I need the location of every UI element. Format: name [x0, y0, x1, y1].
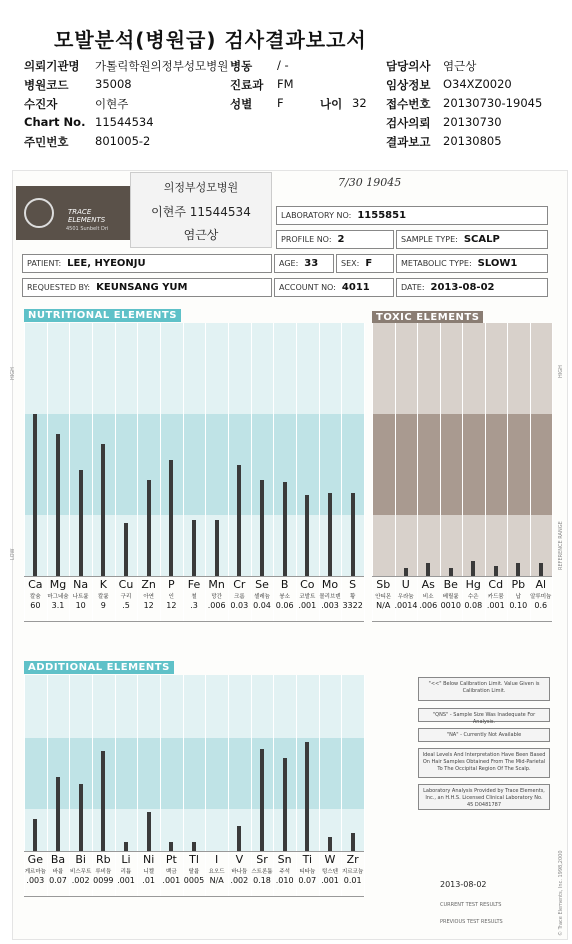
header-value: F — [277, 96, 284, 110]
element-value: 0.07 — [49, 876, 67, 885]
grid-line — [364, 675, 365, 897]
requested-label: REQUESTED BY: — [27, 283, 91, 292]
legend-note: "<<" Below Calibration Limit. Value Given is Calibration Limit. — [418, 677, 550, 701]
element-symbol: I — [215, 853, 219, 866]
element-korean: 카드뮴 — [487, 594, 504, 600]
element-value: 3.1 — [51, 601, 65, 610]
element-symbol: Pb — [511, 578, 526, 591]
header-label: 담당의사 — [386, 59, 431, 73]
element-symbol: Tl — [189, 853, 199, 866]
element-korean: 베릴륨 — [442, 594, 459, 600]
side-high-label: HIGH — [10, 367, 16, 380]
reference-band — [24, 414, 364, 515]
header-label: 병동 — [230, 59, 253, 73]
element-korean: 탈륨 — [188, 869, 200, 875]
element-symbol: Ge — [27, 853, 43, 866]
header-label: 임상정보 — [386, 78, 431, 92]
bar-Se — [260, 480, 264, 576]
header-value: 11544534 — [95, 115, 154, 129]
element-symbol: Cu — [118, 578, 134, 591]
element-value: .01 — [142, 876, 156, 885]
reference-band — [24, 738, 364, 808]
header-value: 20130730 — [443, 115, 502, 129]
element-symbol: Zn — [141, 578, 156, 591]
element-korean: 구리 — [120, 594, 132, 600]
element-korean: 알루미늄 — [530, 594, 552, 600]
bar-S — [351, 493, 355, 576]
element-value: .003 — [26, 876, 45, 885]
element-korean: 백금 — [166, 869, 177, 875]
element-symbol: Se — [255, 578, 269, 591]
bar-Zn — [147, 480, 151, 576]
element-symbol: U — [401, 578, 410, 591]
bar-Li — [124, 842, 128, 851]
copyright-text: © Trace Elements, Inc. 1998,2000 — [558, 850, 564, 936]
element-value: .001 — [298, 601, 317, 610]
element-value: 0.07 — [298, 876, 317, 885]
element-value: 60 — [30, 601, 41, 610]
header-label: 주민번호 — [24, 135, 69, 149]
header-value: FM — [277, 77, 294, 91]
element-symbol: Bi — [75, 853, 86, 866]
bar-Pt — [169, 842, 173, 851]
element-korean: 비스무트 — [70, 869, 92, 875]
element-korean: 주석 — [279, 869, 290, 875]
bar-Bi — [79, 784, 83, 851]
element-value: .001 — [486, 601, 505, 610]
bar-Cd — [494, 566, 498, 576]
bar-Sn — [283, 758, 287, 851]
element-korean: 안티몬 — [375, 594, 392, 600]
element-symbol: B — [280, 578, 289, 591]
previous-results-label: PREVIOUS TEST RESULTS — [440, 919, 503, 925]
element-value: .002 — [230, 876, 249, 885]
bar-Ni — [147, 812, 151, 851]
element-symbol: Sb — [376, 578, 391, 591]
bar-Tl — [192, 842, 196, 851]
element-value: .0014 — [394, 601, 418, 610]
element-value: .002 — [71, 876, 90, 885]
element-value: 0.01 — [343, 876, 362, 885]
element-korean: 아연 — [143, 594, 154, 600]
element-value: 0.03 — [230, 601, 249, 610]
profile-no-box — [276, 230, 394, 249]
element-symbol: Zr — [346, 853, 359, 866]
bar-Ge — [33, 819, 37, 851]
header-value: / - — [277, 58, 289, 72]
patient-box — [22, 254, 272, 273]
element-symbol: Na — [73, 578, 89, 591]
header-label: 나이 — [320, 97, 343, 111]
trace-elements-logo — [16, 186, 130, 240]
header-value: 20130730-19045 — [443, 96, 543, 110]
sex-value: F — [365, 258, 373, 269]
legend-note: Ideal Levels And Interpretation Have Been Based On Hair Samples Obtained From The Mid-Parietal To The Occipital Region Of The Scalp. — [418, 748, 550, 778]
age-box — [274, 254, 334, 273]
date-label: DATE: — [401, 283, 425, 292]
element-symbol: P — [168, 578, 175, 591]
logo-circle-icon — [24, 198, 54, 228]
metabolic-label: METABOLIC TYPE: — [401, 259, 472, 268]
value-table — [24, 576, 364, 622]
header-value: 20130805 — [443, 134, 502, 148]
date-box — [396, 278, 548, 297]
metabolic-value: SLOW1 — [477, 258, 518, 269]
value-table — [24, 851, 364, 897]
element-symbol: Pt — [165, 853, 177, 866]
bar-W — [328, 837, 332, 851]
element-korean: 요오드 — [208, 869, 225, 875]
element-value: 12 — [143, 601, 154, 610]
element-value: 0.04 — [253, 601, 271, 610]
side-high-label-right: HIGH — [558, 365, 564, 378]
element-symbol: Sn — [277, 853, 292, 866]
element-value: 0.10 — [509, 601, 528, 610]
bar-Mg — [56, 434, 60, 576]
toxic-section-label: TOXIC ELEMENTS — [372, 311, 483, 324]
element-korean: 마그네슘 — [47, 594, 69, 600]
element-symbol: Ni — [143, 853, 155, 866]
element-value: 12 — [166, 601, 177, 610]
element-symbol: Co — [300, 578, 315, 591]
element-symbol: Fe — [187, 578, 201, 591]
bar-V — [237, 826, 241, 851]
header-value: 32 — [352, 96, 367, 110]
element-symbol: W — [324, 853, 336, 866]
header-value: 801005-2 — [95, 134, 151, 148]
profile-no-value: 2 — [337, 234, 345, 245]
nutritional-section-label: NUTRITIONAL ELEMENTS — [24, 309, 181, 322]
element-symbol: Mn — [208, 578, 225, 591]
element-symbol: Sr — [256, 853, 268, 866]
legend-note: "NA" - Currently Not Available — [418, 728, 550, 742]
element-symbol: Ca — [28, 578, 43, 591]
sample-type-value: SCALP — [463, 234, 500, 245]
element-value: .001 — [162, 876, 181, 885]
current-results-label: CURRENT TEST RESULTS — [440, 902, 502, 908]
report-title: 모발분석(병원급) 검사결과보고서 — [54, 28, 367, 52]
legend-note: Laboratory Analysis Provided by Trace Elements, Inc., an H.H.S. Licensed Clinical Laboratory No. 45 D0481787 — [418, 784, 550, 810]
element-value: 9 — [100, 601, 106, 610]
requested-value: KEUNSANG YUM — [96, 282, 188, 293]
element-value: .3 — [190, 601, 198, 610]
element-symbol: Rb — [96, 853, 111, 866]
header-label: 진료과 — [230, 78, 264, 92]
bar-As — [426, 563, 430, 576]
header-label: 결과보고 — [386, 135, 431, 149]
grid-line — [364, 323, 365, 622]
element-korean: 수은 — [467, 594, 479, 600]
element-value: .001 — [117, 876, 135, 885]
bar-Pb — [516, 563, 520, 576]
element-symbol: K — [99, 578, 107, 591]
element-value: .006 — [207, 601, 226, 610]
element-symbol: Al — [535, 578, 547, 591]
element-symbol: Be — [443, 578, 458, 591]
element-value: 0010 — [440, 601, 461, 610]
element-korean: 칼슘 — [30, 594, 41, 600]
element-value: N/A — [376, 601, 391, 610]
element-korean: 루비듐 — [95, 869, 112, 875]
element-symbol: V — [235, 853, 244, 866]
element-value: .5 — [122, 601, 130, 610]
patient-label: PATIENT: — [27, 259, 62, 268]
bar-Hg — [471, 561, 475, 576]
header-label: 의뢰기관명 — [24, 59, 80, 73]
bar-Ba — [56, 777, 60, 851]
patient-value: LEE, HYEONJU — [67, 258, 146, 269]
account-value: 4011 — [341, 282, 370, 293]
element-symbol: Mg — [49, 578, 67, 591]
sex-label: SEX: — [341, 259, 360, 268]
element-symbol: Cr — [233, 578, 246, 591]
element-korean: 게르마늄 — [24, 869, 46, 875]
element-value: .003 — [321, 601, 339, 610]
header-value: O34XZ0020 — [443, 77, 512, 91]
bar-Ca — [33, 414, 37, 576]
handwritten-note: 7/30 19045 — [338, 176, 402, 189]
element-symbol: As — [421, 578, 435, 591]
element-korean: 몰리브덴 — [319, 594, 341, 600]
element-value: 10 — [75, 601, 86, 610]
header-label: 접수번호 — [386, 97, 431, 111]
element-symbol: Hg — [465, 578, 481, 591]
header-value: 이현주 — [95, 97, 129, 111]
grid-line — [552, 323, 553, 622]
element-korean: 바륨 — [52, 869, 64, 875]
value-table — [372, 576, 552, 622]
element-symbol: S — [349, 578, 357, 591]
logo-address: 4501 Sunbelt Dri — [66, 226, 109, 232]
element-value: .006 — [419, 601, 438, 610]
element-korean: 칼륨 — [98, 594, 109, 600]
header-value: 35008 — [95, 77, 132, 91]
bar-Sr — [260, 749, 264, 851]
element-value: 0099 — [93, 876, 114, 885]
element-korean: 철 — [191, 594, 197, 600]
account-label: ACCOUNT NO: — [279, 283, 336, 292]
age-label: AGE: — [279, 259, 299, 268]
bar-Mo — [328, 493, 332, 576]
element-korean: 바나듐 — [231, 869, 248, 875]
element-value: 3322 — [342, 601, 363, 610]
element-korean: 비소 — [422, 594, 434, 600]
lab-no-label: LABORATORY NO: — [281, 211, 352, 220]
element-value: .010 — [275, 876, 294, 885]
element-korean: 납 — [515, 594, 521, 600]
element-korean: 티타늄 — [299, 869, 316, 875]
bar-P — [169, 460, 173, 576]
bar-Ti — [305, 742, 309, 851]
bar-B — [283, 482, 287, 576]
stamp-hospital: 의정부성모병원 — [163, 181, 239, 194]
element-value: .001 — [321, 876, 339, 885]
bar-Co — [305, 495, 309, 576]
element-korean: 나트륨 — [72, 594, 89, 600]
date-value: 2013-08-02 — [430, 282, 495, 293]
element-korean: 스트론튬 — [251, 869, 273, 875]
sample-type-label: SAMPLE TYPE: — [401, 235, 458, 244]
element-korean: 리튬 — [120, 869, 132, 875]
element-symbol: Mo — [321, 578, 339, 591]
bar-Zr — [351, 833, 355, 851]
element-value: N/A — [209, 876, 224, 885]
element-korean: 우라늄 — [397, 594, 414, 600]
element-korean: 텅스텐 — [322, 869, 338, 875]
element-korean: 셀레늄 — [254, 594, 270, 600]
stamp-patient: 이현주 11544534 — [151, 205, 251, 219]
logo-text: TRACE ELEMENTS — [68, 208, 106, 224]
side-low-label: LOW — [10, 548, 16, 560]
bar-K — [101, 444, 105, 576]
element-korean: 코발트 — [299, 594, 316, 600]
element-value: 0.6 — [534, 601, 548, 610]
element-korean: 니켈 — [143, 869, 154, 875]
sample-type-box — [396, 230, 548, 249]
bar-Na — [79, 470, 83, 576]
metabolic-box — [396, 254, 548, 273]
sex-box — [336, 254, 394, 273]
element-korean: 황 — [349, 594, 356, 600]
header-value: 가톨릭학원의정부성모병원 — [95, 59, 229, 73]
header-label: 성별 — [230, 97, 253, 111]
lab-no-box — [276, 206, 548, 225]
element-korean: 지르코늄 — [342, 869, 364, 875]
element-korean: 망간 — [211, 594, 222, 600]
header-label: 수진자 — [24, 97, 58, 111]
profile-no-label: PROFILE NO: — [281, 235, 332, 244]
header-value: 염근상 — [443, 59, 477, 73]
header-label: 검사의뢰 — [386, 116, 431, 130]
account-box — [274, 278, 394, 297]
side-ref-label: REFERENCE RANGE — [558, 521, 564, 570]
element-symbol: Li — [121, 853, 131, 866]
element-value: 0.08 — [464, 601, 483, 610]
element-symbol: Ba — [50, 853, 66, 866]
bar-U — [404, 568, 408, 576]
bar-Be — [449, 568, 453, 576]
header-label: 병원코드 — [24, 78, 69, 92]
element-korean: 크롬 — [234, 594, 245, 600]
bar-Rb — [101, 751, 105, 851]
bottom-date: 2013-08-02 — [440, 880, 487, 889]
age-value: 33 — [304, 258, 319, 269]
element-symbol: Cd — [488, 578, 504, 591]
element-symbol: Ti — [302, 853, 313, 866]
element-korean: 붕소 — [279, 594, 290, 600]
header-label: Chart No. — [24, 115, 86, 129]
bar-Al — [539, 563, 543, 576]
stamp-doctor: 염근상 — [183, 228, 219, 242]
element-korean: 인 — [168, 594, 174, 600]
element-value: 0005 — [183, 876, 205, 885]
legend-note: "QNS" - Sample Size Was Inadequate For Analysis. — [418, 708, 550, 722]
element-value: 0.18 — [253, 876, 271, 885]
hospital-stamp — [130, 172, 272, 248]
bar-Fe — [192, 520, 196, 576]
requested-box — [22, 278, 272, 297]
bar-Mn — [215, 520, 219, 576]
lab-no-value: 1155851 — [357, 210, 407, 221]
additional-section-label: ADDITIONAL ELEMENTS — [24, 661, 174, 674]
element-value: 0.06 — [275, 601, 294, 610]
bar-Cu — [124, 523, 128, 576]
bar-Cr — [237, 465, 241, 576]
